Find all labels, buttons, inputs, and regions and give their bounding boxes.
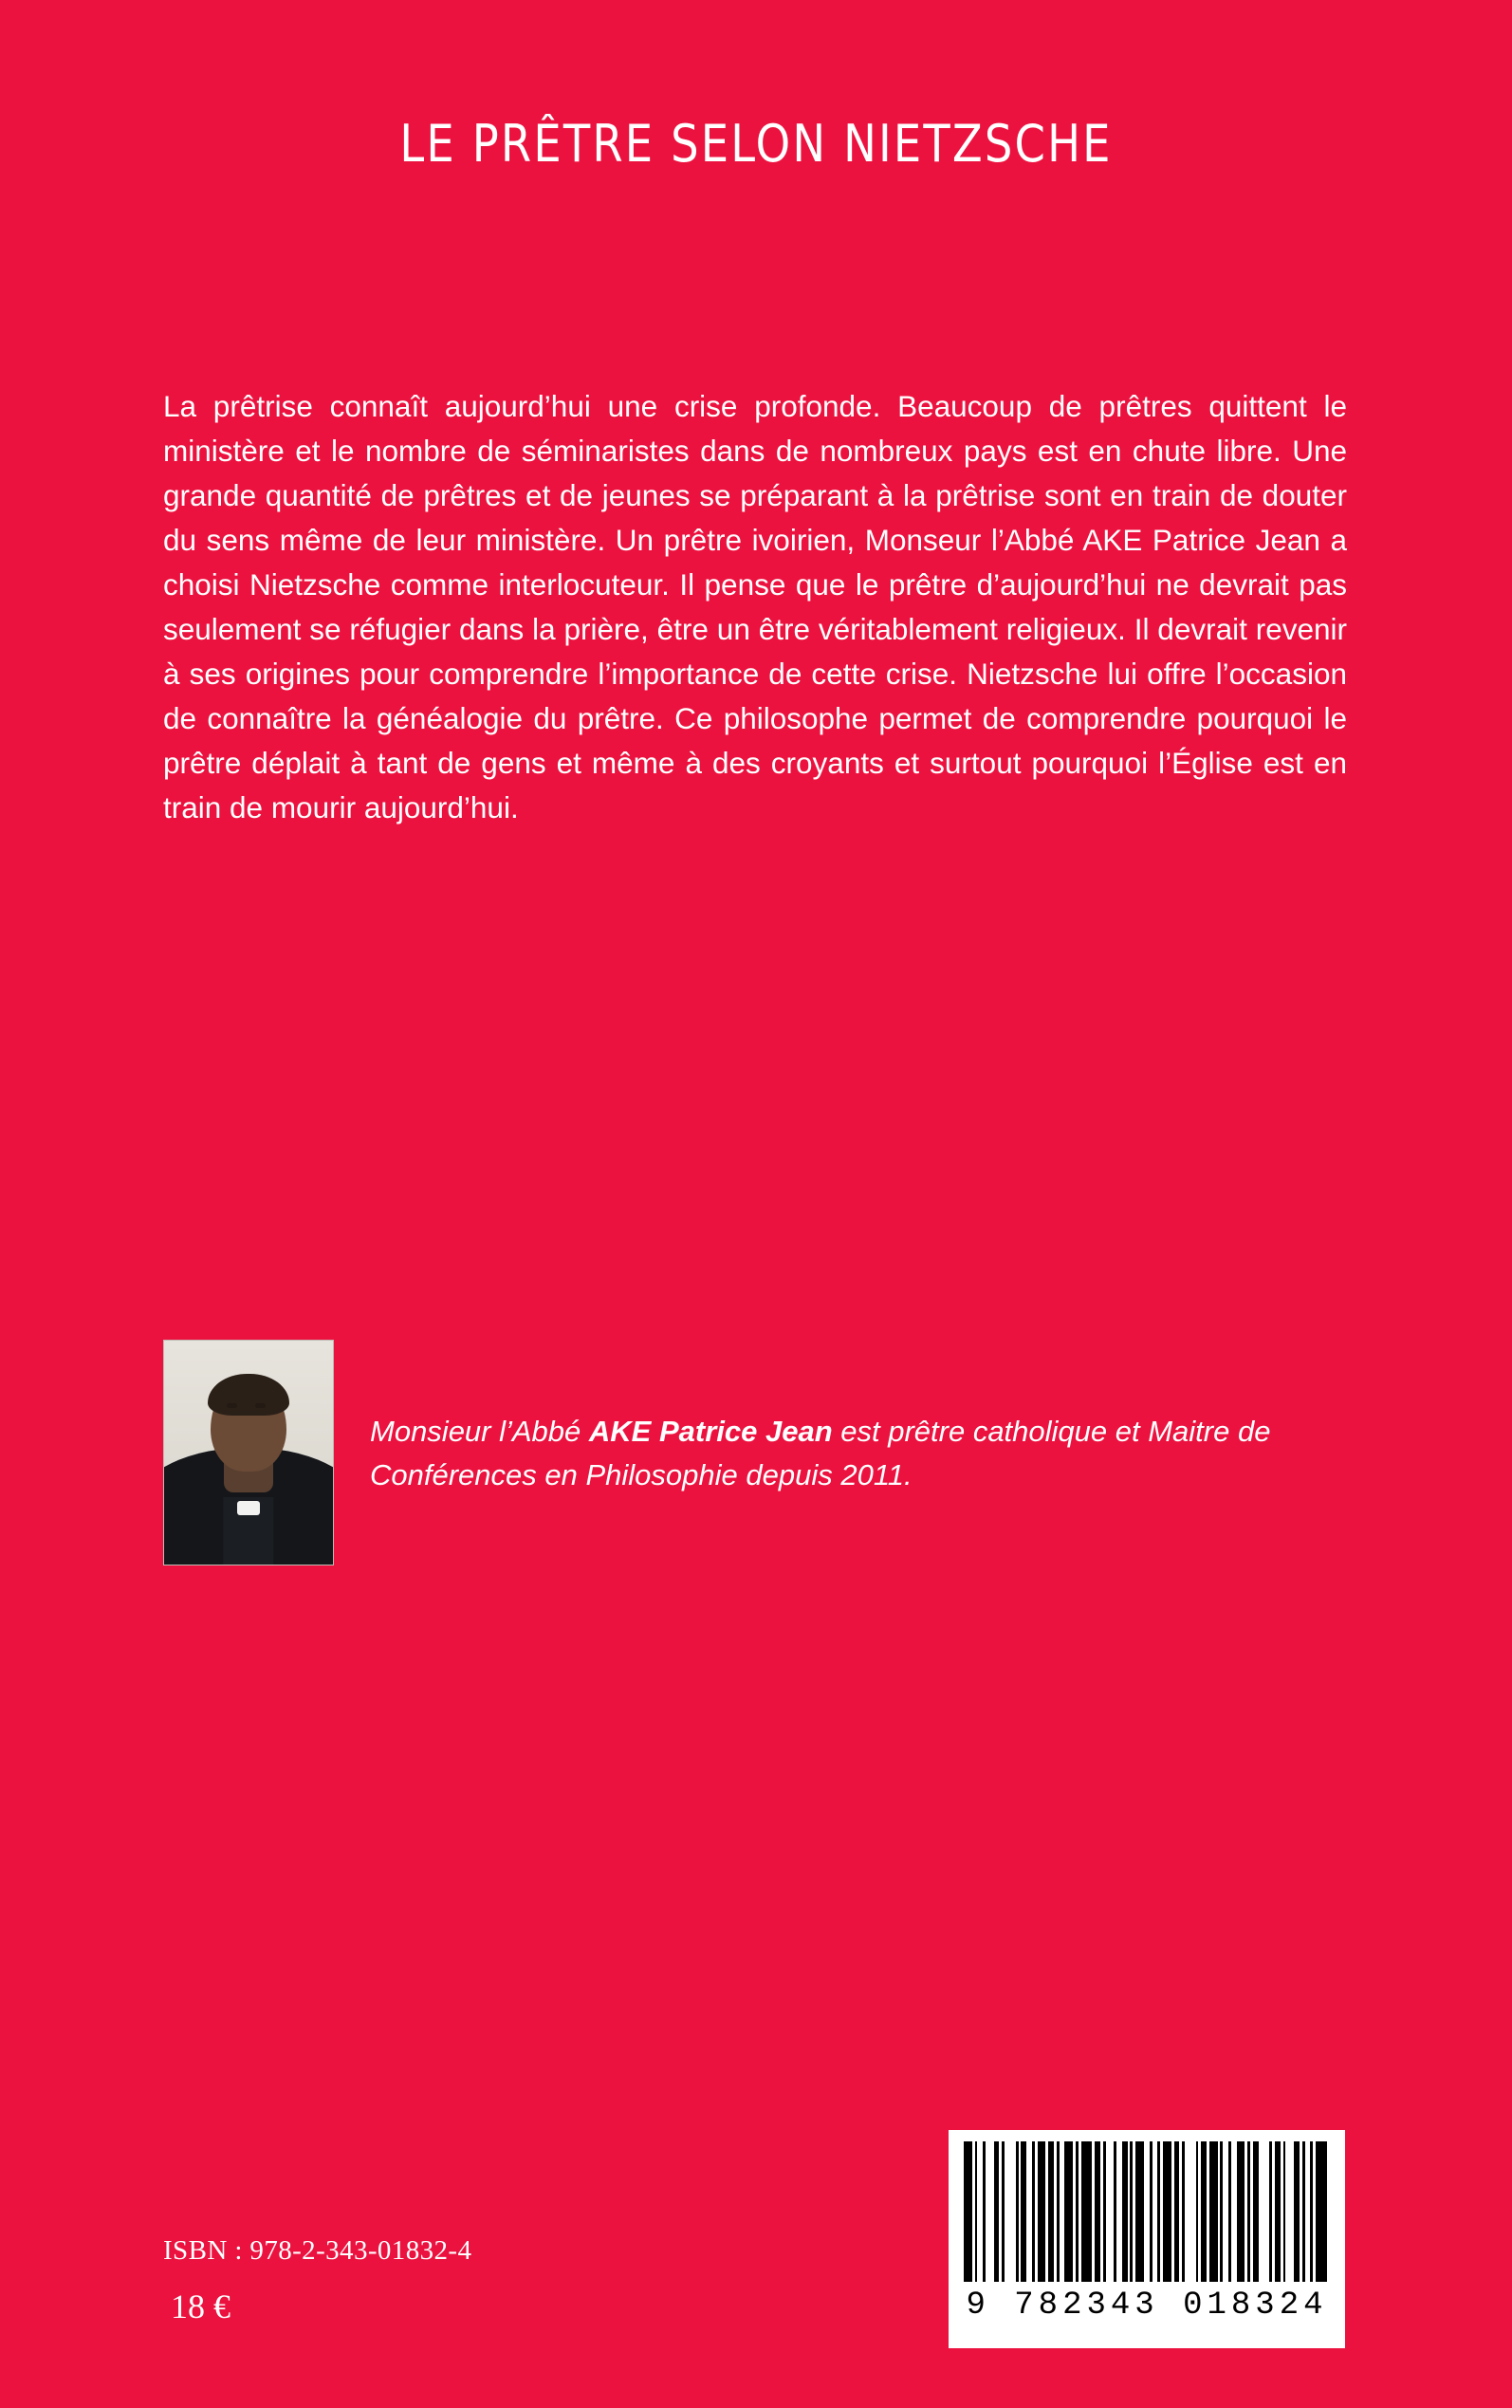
barcode-bar [1064, 2141, 1073, 2282]
barcode-bar [1081, 2141, 1093, 2282]
barcode-bar [1237, 2141, 1245, 2282]
barcode-bar [986, 2141, 994, 2282]
author-name: AKE Patrice Jean [588, 1415, 833, 1448]
barcode-bar [1135, 2141, 1144, 2282]
barcode-bar [1005, 2141, 1016, 2282]
barcode-bar [1163, 2141, 1171, 2282]
barcode-bar [1209, 2141, 1218, 2282]
portrait-eye-left [227, 1403, 237, 1408]
author-block [163, 1340, 1347, 1565]
portrait-eye-right [255, 1403, 266, 1408]
author-bio [370, 1340, 1337, 1497]
isbn-text: ISBN : 978-2-343-01832-4 [163, 2235, 472, 2266]
barcode-bar [1185, 2141, 1196, 2282]
barcode-bar [964, 2141, 972, 2282]
barcode-bar [1106, 2141, 1115, 2282]
barcode-bars [964, 2141, 1330, 2282]
blurb-text: La prêtrise connaît aujourd’hui une crise profonde. Beaucoup de prêtres quittent le ministère et le nombre de séminaristes dans de nombreux pays est en chute libre. Une grande quantité de prêtres et de jeunes se préparant à la prêtrise sont en train de douter du sens même de leur ministère. Un prêtre ivoirien, Monseur l’Abbé AKE Patrice Jean a choisi Nietzsche comme interlocuteur. Il pense que le prêtre d’aujourd’hui ne devrait pas seulement se réfugier dans la prière, être un être véritablement religieux. Il devrait revenir à ses origines pour comprendre l’importance de cette crise. Nietzsche lui offre l’occasion de connaître la généalogie du prêtre. Ce philosophe permet de comprendre pourquoi le prêtre déplait à tant de gens et même à des croyants et surtout pourquoi l’Église est en train de mourir aujourd’hui. [163, 389, 1347, 824]
barcode-digits: 9 782343 018324 [966, 2288, 1328, 2324]
barcode-bar [1285, 2141, 1294, 2282]
author-bio-prefix: Monsieur l’Abbé [370, 1415, 589, 1448]
barcode-bar [1327, 2141, 1330, 2282]
barcode [949, 2130, 1345, 2348]
page-title: LE PRÊTRE SELON NIETZSCHE [399, 114, 1113, 174]
portrait-clerical-collar [237, 1501, 260, 1515]
author-bio-suffix: est prêtre catholique et Maitre de Conférences en Philosophie depuis 2011. [370, 1415, 1271, 1491]
author-portrait-photo [163, 1340, 334, 1565]
barcode-bar [1259, 2141, 1270, 2282]
barcode-bar [1038, 2141, 1046, 2282]
price-text: 18 € [171, 2288, 230, 2325]
barcode-bar [1316, 2141, 1327, 2282]
